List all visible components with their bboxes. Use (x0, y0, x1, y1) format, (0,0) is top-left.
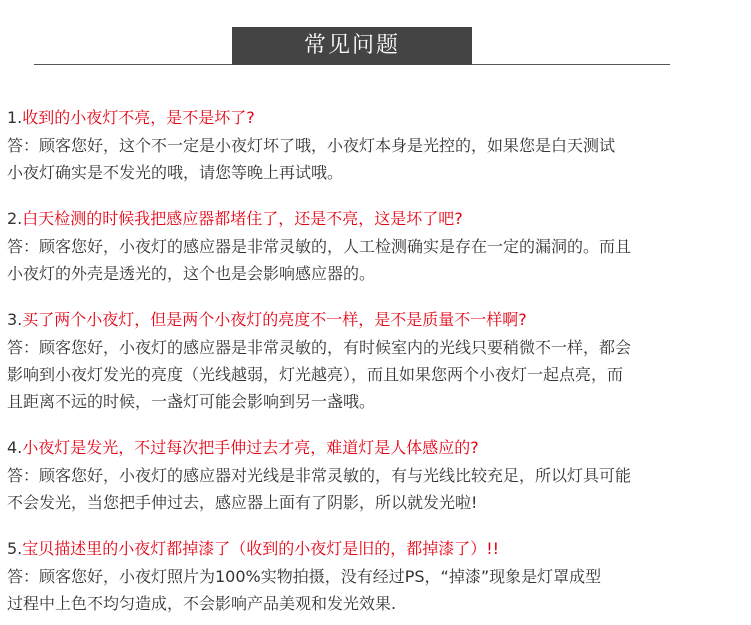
faq-item-1 (7, 104, 747, 205)
faq-question (7, 104, 747, 132)
faq-item-5 (7, 535, 747, 619)
faq-answer-line: 答：顾客您好，小夜灯的感应器是非常灵敏的，人工检测确实是存在一定的漏洞的。而且 (7, 237, 632, 256)
faq-answer-line: 答：顾客您好，小夜灯照片为100%实物拍摄，没有经过PS，“掉漆”现象是灯罩成型 (7, 567, 602, 586)
page-title: 常见问题 (232, 27, 472, 65)
faq-answer-line: 不会发光，当您把手伸过去，感应器上面有了阴影，所以就发光啦! (7, 493, 478, 512)
faq-number: 5. (7, 539, 23, 558)
faq-number: 4. (7, 438, 23, 457)
faq-answer-line: 答：顾客您好，这个不一定是小夜灯坏了哦，小夜灯本身是光控的，如果您是白天测试 (7, 136, 616, 155)
faq-item-2 (7, 205, 747, 306)
faq-question-text: 宝贝描述里的小夜灯都掉漆了（收到的小夜灯是旧的，都掉漆了）!! (22, 539, 500, 558)
faq-item-3 (7, 306, 747, 434)
faq-question-text: 白天检测的时候我把感应器都堵住了，还是不亮，这是坏了吧? (22, 209, 463, 228)
faq-question-text: 买了两个小夜灯，但是两个小夜灯的亮度不一样，是不是质量不一样啊? (22, 310, 527, 329)
faq-question (7, 205, 747, 233)
section-header (0, 0, 751, 70)
faq-number: 3. (7, 310, 23, 329)
faq-question-text: 小夜灯是发光，不过每次把手伸过去才亮，难道灯是人体感应的? (22, 438, 479, 457)
faq-question-text: 收到的小夜灯不亮，是不是坏了? (22, 108, 255, 127)
faq-answer-line: 答：顾客您好，小夜灯的感应器是非常灵敏的，有时候室内的光线只要稍微不一样，都会 (7, 338, 632, 357)
faq-answer-line: 影响到小夜灯发光的亮度（光线越弱，灯光越亮），而且如果您两个小夜灯一起点亮，而 (7, 365, 624, 384)
faq-question (7, 535, 747, 563)
faq-answer-line: 小夜灯确实是不发光的哦，请您等晚上再试哦。 (7, 163, 344, 182)
faq-list (7, 104, 747, 619)
faq-question (7, 434, 747, 462)
faq-answer-line: 过程中上色不均匀造成，不会影响产品美观和发光效果. (7, 594, 397, 613)
faq-answer-line: 且距离不远的时候，一盏灯可能会影响到另一盏哦。 (7, 392, 376, 411)
faq-answer-line: 答：顾客您好，小夜灯的感应器对光线是非常灵敏的，有与光线比较充足，所以灯具可能 (7, 466, 632, 485)
faq-item-4 (7, 434, 747, 535)
faq-answer-line: 小夜灯的外壳是透光的，这个也是会影响感应器的。 (7, 264, 376, 283)
faq-question (7, 306, 747, 334)
faq-number: 1. (7, 108, 23, 127)
faq-number: 2. (7, 209, 23, 228)
